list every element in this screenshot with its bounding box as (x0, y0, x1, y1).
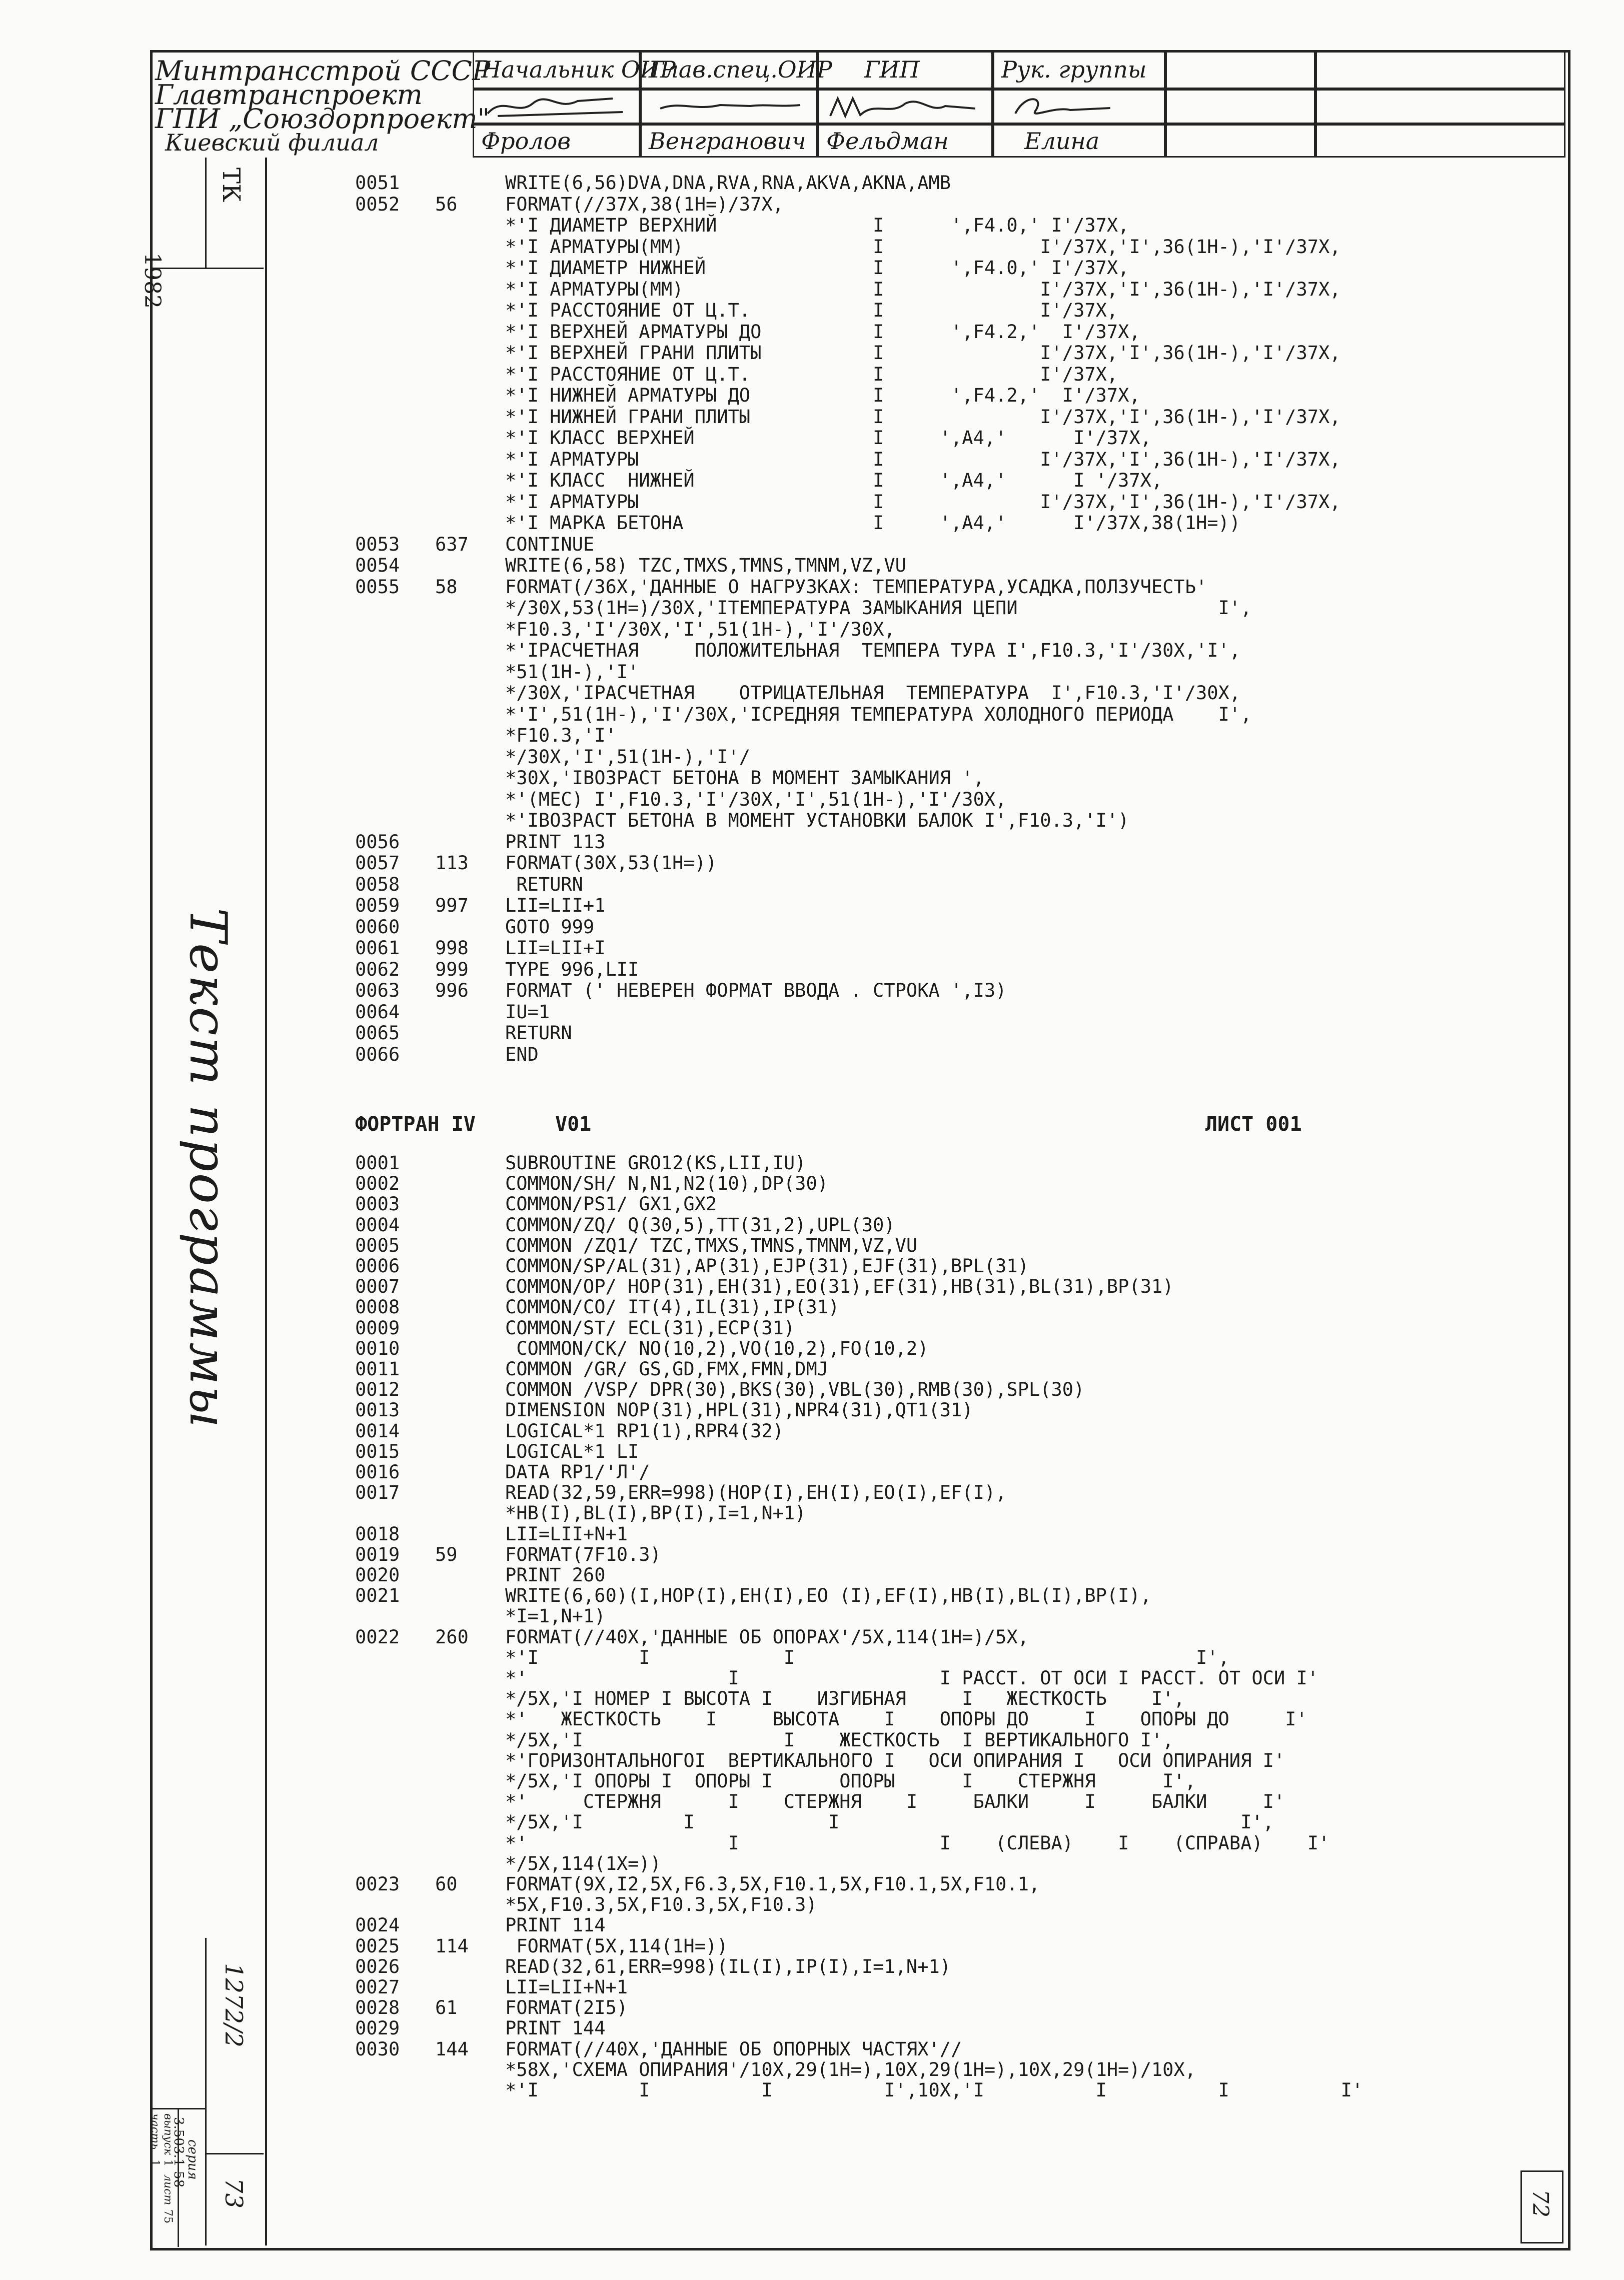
line-number: 0055 (355, 576, 400, 598)
series-box (150, 2108, 205, 2247)
code-text: *'I ДИАМЕТР ВЕРХНИЙ I ',F4.0,' I'/37X, (505, 215, 1129, 236)
code-text: FORMAT(/36X,'ДАННЫЕ О НАГРУЗКАХ: ТЕМПЕРАТУРА,УСАДКА,ПОЛЗУЧЕСТЬ' (505, 576, 1207, 598)
line-number: 0003 (355, 1193, 400, 1215)
code-text: *'I I I I',10X,'I I I I' (505, 2079, 1363, 2101)
line-number: 0017 (355, 1482, 400, 1504)
code-text: */30X,'I',51(1H-),'I'/ (505, 746, 751, 768)
code-text: FORMAT(//40X,'ДАННЫЕ ОБ ОПОРНЫХ ЧАСТЯХ'// (505, 2038, 962, 2060)
code-text: FORMAT(7F10.3) (505, 1543, 661, 1565)
code-text: PRINT 113 (505, 831, 606, 853)
code-text: LII=LII+1 (505, 895, 606, 916)
code-text: *30X,'IВОЗРАСТ БЕТОНА В МОМЕНТ ЗАМЫКАНИЯ ', (505, 767, 984, 789)
line-number: 0021 (355, 1585, 400, 1607)
signature-cell-6 (1315, 89, 1565, 124)
code-text: WRITE(6,60)(I,HOP(I),EH(I),EO (I),EF(I),HB(I),BL(I),BP(I), (505, 1585, 1152, 1607)
code-text: *5X,F10.3,5X,F10.3,5X,F10.3) (505, 1894, 817, 1916)
code-text: COMMON/SH/ N,N1,N2(10),DP(30) (505, 1173, 829, 1195)
code-text: *I=1,N+1) (505, 1605, 606, 1627)
org-line-2: Главтранспроект (155, 79, 423, 111)
line-number: 0025 (355, 1935, 400, 1957)
code-text: GOTO 999 (505, 916, 595, 938)
line-number: 0016 (355, 1461, 400, 1483)
code-text: *'ГОРИЗОНТАЛЬНОГОI ВЕРТИКАЛЬНОГО I ОСИ ОПИРАНИЯ I ОСИ ОПИРАНИЯ I' (505, 1749, 1285, 1771)
name-vengranovich: Венгранович (640, 124, 818, 158)
code-text: *'I I I I', (505, 1646, 1229, 1668)
code-text: *'I АРМАТУРЫ I I'/37X,'I',36(1H-),'I'/37X, (505, 491, 1341, 513)
line-number: 0059 (355, 895, 400, 916)
signature-feldman (825, 91, 985, 122)
code-text: PRINT 114 (505, 1914, 606, 1936)
line-number: 0065 (355, 1022, 400, 1044)
code-text: DIMENSION NOP(31),HPL(31),NPR4(31),QT1(31) (505, 1399, 973, 1421)
org-line-3: ГПИ „Союздорпроект" (155, 103, 490, 135)
line-number: 0022 (355, 1626, 400, 1648)
line-number: 0058 (355, 873, 400, 895)
code-text: *'I АРМАТУРЫ I I'/37X,'I',36(1H-),'I'/37X, (505, 448, 1341, 470)
page-number-box (1520, 2170, 1563, 2243)
line-number: 0002 (355, 1173, 400, 1195)
code-text: *' ЖЕСТКОСТЬ I ВЫСОТА I ОПОРЫ ДО I ОПОРЫ ДО I' (505, 1708, 1307, 1730)
code-text: *'I ВЕРХНЕЙ АРМАТУРЫ ДО I ',F4.2,' I'/37X, (505, 321, 1140, 343)
code-text: DATA RP1/'Л'/ (505, 1461, 650, 1483)
statement-label: 59 (435, 1543, 458, 1565)
line-number: 0061 (355, 937, 400, 959)
signature-frolov (483, 91, 633, 122)
name-empty-1 (1165, 124, 1315, 158)
code-text: */5X,'I НОМЕР I ВЫСОТА I ИЗГИБНАЯ I ЖЕСТКОСТЬ I', (505, 1688, 1185, 1710)
code-text: *'I КЛАСС НИЖНЕЙ I ',A4,' I '/37X, (505, 470, 1163, 491)
code-text: END (505, 1043, 539, 1065)
code-text: *' I I (СЛЕВА) I (СПРАВА) I' (505, 1832, 1330, 1854)
series-value: 3.503.1-58 (171, 2117, 186, 2188)
code-text: RETURN (505, 1022, 572, 1044)
listing-sheet: ЛИСТ 001 (1205, 1113, 1302, 1136)
code-text: *'I',51(1H-),'I'/30X,'IСРЕДНЯЯ ТЕМПЕРАТУРА ХОЛОДНОГО ПЕРИОДА I', (505, 703, 1252, 725)
statement-label: 260 (435, 1626, 469, 1648)
code-text: FORMAT(//40X,'ДАННЫЕ ОБ ОПОРАХ'/5X,114(1H=)/5X, (505, 1626, 1029, 1648)
org-line-4: Киевский филиал (165, 129, 379, 156)
code-text: */5X,'I I I I', (505, 1811, 1274, 1833)
signature-cell-5 (1165, 89, 1315, 124)
role-empty-2 (1315, 50, 1565, 89)
line-number: 0029 (355, 2017, 400, 2039)
code-text: COMMON /VSP/ DPR(30),BKS(30),VBL(30),RMB(30),SPL(30) (505, 1379, 1085, 1401)
statement-label: 60 (435, 1873, 458, 1895)
line-number: 0001 (355, 1152, 400, 1174)
code-text: *'I МАРКА БЕТОНА I ',A4,' I'/37X,38(1H=)) (505, 512, 1241, 534)
line-number: 0006 (355, 1255, 400, 1277)
code-text: IU=1 (505, 1001, 550, 1023)
line-number: 0053 (355, 533, 400, 555)
line-number: 0008 (355, 1296, 400, 1318)
code-text: READ(32,59,ERR=998)(HOP(I),EH(I),EO(I),EF(I), (505, 1482, 1007, 1504)
name-frolov: Фролов (473, 124, 640, 158)
line-number: 0052 (355, 193, 400, 215)
role-group-lead: Рук. группы (993, 50, 1165, 89)
code-text: *HB(I),BL(I),BP(I),I=1,N+1) (505, 1502, 806, 1524)
code-text: LOGICAL*1 LI (505, 1440, 639, 1462)
code-text: SUBROUTINE GRO12(KS,LII,IU) (505, 1152, 806, 1174)
statement-label: 999 (435, 958, 469, 980)
code-text: COMMON/ST/ ECL(31),ECP(31) (505, 1317, 795, 1339)
line-number: 0024 (355, 1914, 400, 1936)
page-number: 72 (1527, 2189, 1553, 2217)
line-number: 0009 (355, 1317, 400, 1339)
code-text: PRINT 260 (505, 1564, 606, 1586)
code-text: WRITE(6,56)DVA,DNA,RVA,RNA,AKVA,AKNA,AMB (505, 172, 951, 194)
margin-sheet-small: 73 (220, 2178, 248, 2209)
margin-tk: ТК (217, 168, 245, 203)
code-text: *' СТЕРЖНЯ I СТЕРЖНЯ I БАЛКИ I БАЛКИ I' (505, 1791, 1285, 1813)
code-text: COMMON/CK/ NO(10,2),VO(10,2),FO(10,2) (505, 1337, 929, 1359)
statement-label: 637 (435, 533, 469, 555)
margin-divider (205, 2153, 264, 2154)
statement-label: 58 (435, 576, 458, 598)
code-text: *'I РАССТОЯНИЕ ОТ Ц.Т. I I'/37X, (505, 363, 1118, 385)
name-elina: Елина (993, 124, 1165, 158)
line-number: 0010 (355, 1337, 400, 1359)
part-label: часть (149, 2113, 161, 2149)
line-number: 0007 (355, 1276, 400, 1298)
code-text: COMMON /ZQ1/ TZC,TMXS,TMNS,TMNM,VZ,VU (505, 1234, 918, 1256)
code-text: */5X,'I I ЖЕСТКОСТЬ I ВЕРТИКАЛЬНОГО I', (505, 1729, 1174, 1751)
code-text: FORMAT(30X,53(1H=)) (505, 852, 717, 874)
series-label: серия (185, 2139, 200, 2180)
code-text: *'IРАСЧЕТНАЯ ПОЛОЖИТЕЛЬНАЯ ТЕМПЕРА ТУРА I',F10.3,'I'/30X,'I', (505, 640, 1241, 661)
name-feldman: Фельдман (818, 124, 993, 158)
code-text: READ(32,61,ERR=998)(IL(I),IP(I),I=1,N+1) (505, 1955, 951, 1977)
code-text: *' I I РАССТ. ОТ ОСИ I РАССТ. ОТ ОСИ I' (505, 1667, 1319, 1689)
sheet-label: лист (162, 2174, 174, 2205)
code-text: *F10.3,'I'/30X,'I',51(1H-),'I'/30X, (505, 618, 895, 640)
code-text: *58X,'СХЕМА ОПИРАНИЯ'/10X,29(1H=),10X,29(1H=),10X,29(1H=)/10X, (505, 2058, 1196, 2080)
code-text: RETURN (505, 873, 583, 895)
title-stamp (150, 50, 1565, 158)
line-number: 0066 (355, 1043, 400, 1065)
statement-label: 998 (435, 937, 469, 959)
code-text: COMMON/ZQ/ Q(30,5),TT(31,2),UPL(30) (505, 1214, 895, 1236)
line-number: 0012 (355, 1379, 400, 1401)
code-text: */30X,53(1H=)/30X,'IТЕМПЕРАТУРА ЗАМЫКАНИЯ ЦЕПИ I', (505, 597, 1252, 619)
code-text: FORMAT(2I5) (505, 1997, 628, 2019)
statement-label: 61 (435, 1997, 458, 2019)
org-line-1: Минтрансстрой СССР (155, 55, 491, 87)
line-number: 0020 (355, 1564, 400, 1586)
line-number: 0011 (355, 1358, 400, 1380)
role-gip: ГИП (818, 50, 993, 89)
code-text: */5X,'I ОПОРЫ I ОПОРЫ I ОПОРЫ I СТЕРЖНЯ I', (505, 1770, 1196, 1792)
line-number: 0030 (355, 2038, 400, 2060)
code-text: COMMON/PS1/ GX1,GX2 (505, 1193, 717, 1215)
code-text: FORMAT(5X,114(1H=)) (505, 1935, 728, 1957)
code-text: *'I НИЖНЕЙ ГРАНИ ПЛИТЫ I I'/37X,'I',36(1H-),'I'/37X, (505, 406, 1341, 428)
left-margin-strip (140, 158, 267, 2245)
code-text: *'I КЛАСС ВЕРХНЕЙ I ',A4,' I'/37X, (505, 427, 1152, 449)
line-number: 0019 (355, 1543, 400, 1565)
statement-label: 56 (435, 193, 458, 215)
code-text: */30X,'IРАСЧЕТНАЯ ОТРИЦАТЕЛЬНАЯ ТЕМПЕРАТУРА I',F10.3,'I'/30X, (505, 682, 1241, 704)
code-text: *'I РАССТОЯНИЕ ОТ Ц.Т. I I'/37X, (505, 300, 1118, 321)
line-number: 0005 (355, 1234, 400, 1256)
code-text: *'I АРМАТУРЫ(ММ) I I'/37X,'I',36(1H-),'I'/37X, (505, 278, 1341, 300)
program-text-title: Текст программы (178, 908, 238, 1429)
code-text: LII=LII+N+1 (505, 1976, 628, 1998)
line-number: 0056 (355, 831, 400, 853)
code-text: FORMAT(9X,I2,5X,F6.3,5X,F10.1,5X,F10.1,5X,F10.1, (505, 1873, 1040, 1895)
code-text: WRITE(6,58) TZC,TMXS,TMNS,TMNM,VZ,VU (505, 555, 906, 576)
line-number: 0004 (355, 1214, 400, 1236)
code-text: *'I ВЕРХНЕЙ ГРАНИ ПЛИТЫ I I'/37X,'I',36(1H-),'I'/37X, (505, 342, 1341, 364)
signature-vengranovich (650, 91, 810, 122)
line-number: 0014 (355, 1420, 400, 1442)
line-number: 0023 (355, 1873, 400, 1895)
margin-year: 1982 (140, 253, 165, 309)
code-text: FORMAT (' НЕВЕРЕН ФОРМАТ ВВОДА . СТРОКА ',I3) (505, 980, 1007, 1001)
statement-label: 996 (435, 980, 469, 1001)
code-text: COMMON/OP/ HOP(31),EH(31),EO(31),EF(31),HB(31),BL(31),BP(31) (505, 1276, 1174, 1298)
part-value: 1 (149, 2159, 161, 2166)
code-text: PRINT 144 (505, 2017, 606, 2039)
code-text: */5X,114(1X=)) (505, 1852, 661, 1874)
issue-label: выпуск (162, 2113, 174, 2155)
code-text: COMMON/CO/ IT(4),IL(31),IP(31) (505, 1296, 840, 1318)
code-text: LII=LII+N+1 (505, 1523, 628, 1545)
statement-label: 997 (435, 895, 469, 916)
code-text: LII=LII+I (505, 937, 606, 959)
code-text: *'IВОЗРАСТ БЕТОНА В МОМЕНТ УСТАНОВКИ БАЛОК I',F10.3,'I') (505, 810, 1129, 831)
code-text: *'I НИЖНЕЙ АРМАТУРЫ ДО I ',F4.2,' I'/37X, (505, 385, 1140, 406)
listing-lang: ФОРТРАН IV (355, 1113, 476, 1136)
code-text: *'I АРМАТУРЫ(ММ) I I'/37X,'I',36(1H-),'I'/37X, (505, 236, 1341, 258)
role-head-oir: Начальник ОИР (473, 50, 640, 89)
sheet-value: 75 (162, 2209, 174, 2223)
line-number: 0060 (355, 916, 400, 938)
code-text: COMMON/SP/AL(31),AP(31),EJP(31),EJF(31),BPL(31) (505, 1255, 1029, 1277)
issue-value: 1 (162, 2159, 174, 2166)
line-number: 0064 (355, 1001, 400, 1023)
code-text: COMMON /GR/ GS,GD,FMX,FMN,DMJ (505, 1358, 829, 1380)
line-number: 0026 (355, 1955, 400, 1977)
code-text: LOGICAL*1 RP1(1),RPR4(32) (505, 1420, 784, 1442)
line-number: 0063 (355, 980, 400, 1001)
code-text: *51(1H-),'I' (505, 661, 639, 683)
code-text: TYPE 996,LII (505, 958, 639, 980)
listing-version: V01 (555, 1113, 592, 1136)
line-number: 0051 (355, 172, 400, 194)
role-chief-spec: Глав.спец.ОИР (640, 50, 818, 89)
statement-label: 113 (435, 852, 469, 874)
statement-label: 144 (435, 2038, 469, 2060)
line-number: 0013 (355, 1399, 400, 1421)
line-number: 0054 (355, 555, 400, 576)
code-text: *'I ДИАМЕТР НИЖНЕЙ I ',F4.0,' I'/37X, (505, 257, 1129, 279)
line-number: 0015 (355, 1440, 400, 1462)
line-number: 0027 (355, 1976, 400, 1998)
margin-doc-no: 1272/2 (220, 1963, 248, 2047)
signature-elina (1000, 91, 1160, 122)
line-number: 0062 (355, 958, 400, 980)
code-text: *F10.3,'I' (505, 725, 617, 746)
code-text: CONTINUE (505, 533, 595, 555)
code-text: *'(МЕС) I',F10.3,'I'/30X,'I',51(1H-),'I'/30X, (505, 788, 1007, 810)
line-number: 0018 (355, 1523, 400, 1545)
line-number: 0057 (355, 852, 400, 874)
code-text: FORMAT(//37X,38(1H=)/37X, (505, 193, 784, 215)
statement-label: 114 (435, 1935, 469, 1957)
line-number: 0028 (355, 1997, 400, 2019)
role-empty-1 (1165, 50, 1315, 89)
name-empty-2 (1315, 124, 1565, 158)
